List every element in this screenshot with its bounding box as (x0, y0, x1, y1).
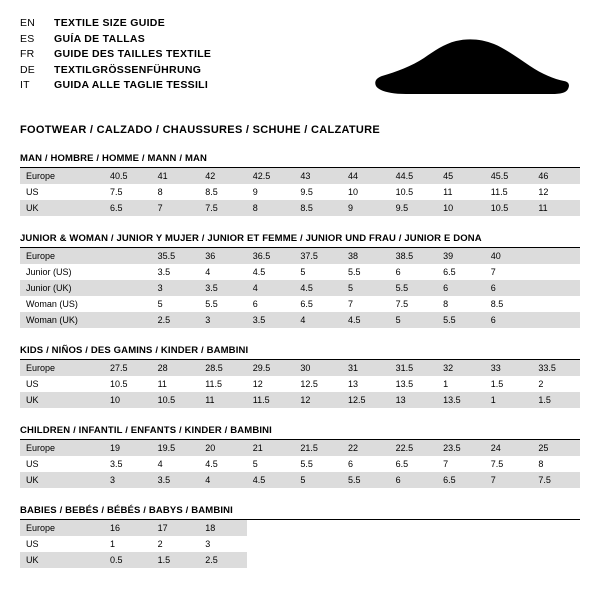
table-row (20, 472, 580, 488)
cell: 6 (390, 472, 438, 488)
cell: 33 (485, 360, 533, 376)
cell: 9.5 (300, 187, 313, 197)
cell (532, 536, 580, 552)
cell: 11.5 (490, 187, 508, 197)
language-title: TEXTILE SIZE GUIDE (54, 17, 165, 29)
cell: 6 (485, 312, 533, 328)
row-label: UK (20, 392, 104, 408)
cell: 5.5 (205, 299, 218, 309)
cell: 7.5 (199, 200, 247, 216)
cell: 20 (199, 440, 247, 456)
cell: 43 (294, 168, 342, 184)
group-title: MAN / HOMBRE / HOMME / MANN / MAN (20, 153, 580, 168)
cell: 10.5 (395, 187, 414, 197)
cell: 5.5 (347, 267, 361, 277)
cell: 35.5 (152, 248, 200, 264)
table-row (20, 248, 580, 264)
cell: 5 (300, 267, 306, 277)
cell (342, 520, 390, 536)
cell: 10.5 (110, 379, 128, 389)
row-label: Europe (20, 168, 104, 184)
table-row (20, 280, 580, 296)
cell: 3.5 (157, 267, 171, 277)
cell: 6 (395, 267, 401, 277)
cell: 7 (490, 267, 496, 277)
cell: 46 (532, 168, 580, 184)
table-row (20, 520, 580, 536)
cell: 6 (485, 280, 533, 296)
cell: 3.5 (152, 472, 200, 488)
cell: 30 (294, 360, 342, 376)
cell: 3 (152, 280, 200, 296)
cell: 6.5 (395, 459, 409, 469)
cell: 6 (252, 299, 258, 309)
row-label: US (26, 539, 39, 549)
cell: 21 (247, 440, 295, 456)
size-table (20, 360, 580, 408)
language-row (20, 78, 350, 94)
cell: 31.5 (390, 360, 438, 376)
row-label: UK (20, 200, 104, 216)
cell (390, 520, 438, 536)
footwear-section-heading: FOOTWEAR / CALZADO / CHAUSSURES / SCHUHE / CALZATURE (20, 124, 381, 136)
table-row (20, 376, 580, 392)
cell: 6.5 (437, 472, 485, 488)
cell: 12.5 (300, 379, 318, 389)
table-row (20, 168, 580, 184)
cell (437, 520, 485, 536)
cell: 5 (390, 312, 438, 328)
cell: 9.5 (390, 200, 438, 216)
cell: 10.5 (485, 200, 533, 216)
cell: 25 (532, 440, 580, 456)
cell: 7 (485, 472, 533, 488)
dress-shoe-icon (372, 36, 572, 98)
cell: 4.5 (252, 267, 266, 277)
group-title: BABIES / BEBÉS / BÉBÉS / BABYS / BAMBINI (20, 505, 580, 520)
cell: 4.5 (205, 459, 218, 469)
language-code: EN (20, 17, 35, 29)
group-junior-woman (20, 233, 580, 328)
cell: 8 (538, 459, 544, 469)
cell (104, 248, 152, 264)
cell: 40.5 (104, 168, 152, 184)
language-row (20, 47, 350, 63)
language-row (20, 63, 350, 79)
cell: 39 (437, 248, 485, 264)
size-table (20, 248, 580, 328)
cell: 38.5 (390, 248, 438, 264)
cell: 22.5 (390, 440, 438, 456)
cell: 6 (347, 459, 353, 469)
table-row (20, 200, 580, 216)
cell: 3.5 (247, 312, 295, 328)
row-label: US (26, 187, 39, 197)
cell: 18 (199, 520, 247, 536)
cell: 11 (532, 200, 580, 216)
cell: 6 (437, 280, 485, 296)
row-label: Europe (20, 360, 104, 376)
cell: 7.5 (532, 472, 580, 488)
language-title: GUÍA DE TALLAS (54, 32, 146, 45)
cell: 40 (485, 248, 533, 264)
cell (247, 536, 295, 552)
cell (532, 312, 580, 328)
cell: 8.5 (294, 200, 342, 216)
cell: 12 (252, 379, 263, 389)
cell: 41 (152, 168, 200, 184)
cell: 4.5 (342, 312, 390, 328)
group-title: JUNIOR & WOMAN / JUNIOR Y MUJER / JUNIOR ET FEMME / JUNIOR UND FRAU / JUNIOR E DONA (20, 233, 580, 248)
group-title: CHILDREN / INFANTIL / ENFANTS / KINDER / BAMBINI (20, 425, 580, 440)
cell: 7.5 (110, 187, 123, 197)
cell: 5.5 (342, 472, 390, 488)
cell: 7 (443, 459, 449, 469)
table-row (20, 296, 580, 312)
table-row (20, 184, 580, 200)
table-row (20, 392, 580, 408)
cell: 27.5 (104, 360, 152, 376)
cell (247, 552, 295, 568)
table-row (20, 264, 580, 280)
language-code: DE (20, 63, 35, 76)
language-title: TEXTILGRÖSSENFÜHRUNG (54, 63, 202, 76)
cell: 3 (104, 472, 152, 488)
language-code: ES (20, 32, 35, 45)
cell: 45.5 (485, 168, 533, 184)
cell: 33.5 (532, 360, 580, 376)
size-table (20, 520, 580, 568)
cell: 7 (152, 200, 200, 216)
cell: 12 (294, 392, 342, 408)
cell (532, 264, 580, 280)
cell: 23.5 (437, 440, 485, 456)
cell: 5.5 (300, 459, 313, 469)
row-label: US (26, 379, 39, 389)
cell: 44.5 (390, 168, 438, 184)
cell: 13 (347, 379, 358, 389)
cell (247, 520, 295, 536)
cell (390, 552, 438, 568)
cell (104, 280, 152, 296)
cell: 42.5 (247, 168, 295, 184)
cell: 4 (199, 472, 247, 488)
cell: 10 (437, 200, 485, 216)
cell: 44 (342, 168, 390, 184)
cell: 4 (205, 267, 211, 277)
cell: 16 (104, 520, 152, 536)
cell: 6.5 (104, 200, 152, 216)
cell: 10.5 (152, 392, 200, 408)
cell: 32 (437, 360, 485, 376)
cell: 28.5 (199, 360, 247, 376)
cell (342, 552, 390, 568)
row-label: Europe (20, 248, 104, 264)
cell: 8 (247, 200, 295, 216)
row-label: Woman (UK) (20, 312, 104, 328)
cell (104, 264, 152, 280)
language-row (20, 32, 350, 48)
document-header (20, 16, 580, 112)
cell (437, 552, 485, 568)
cell: 4 (157, 459, 163, 469)
cell: 8 (443, 299, 449, 309)
table-row (20, 360, 580, 376)
cell: 22 (342, 440, 390, 456)
cell: 24 (485, 440, 533, 456)
cell: 3.5 (199, 280, 247, 296)
cell: 2 (157, 539, 163, 549)
cell (485, 536, 533, 552)
cell (294, 520, 342, 536)
row-label: Woman (US) (26, 299, 78, 309)
cell: 11.5 (205, 379, 223, 389)
cell: 4 (294, 312, 342, 328)
cell: 8.5 (205, 187, 218, 197)
cell: 8 (157, 187, 163, 197)
language-code: IT (20, 79, 30, 91)
cell: 1 (443, 379, 449, 389)
cell (104, 296, 152, 312)
cell: 12.5 (342, 392, 390, 408)
cell: 13.5 (395, 379, 414, 389)
cell: 37.5 (294, 248, 342, 264)
cell: 4 (247, 280, 295, 296)
cell (532, 552, 580, 568)
cell: 7.5 (395, 299, 409, 309)
cell: 5 (294, 472, 342, 488)
cell: 36.5 (247, 248, 295, 264)
table-row (20, 536, 580, 552)
cell: 1.5 (152, 552, 200, 568)
row-label: US (26, 459, 39, 469)
cell: 10 (347, 187, 358, 197)
cell: 2.5 (152, 312, 200, 328)
cell: 42 (199, 168, 247, 184)
language-title-list (20, 16, 350, 94)
cell: 2.5 (199, 552, 247, 568)
language-title: GUIDE DES TAILLES TEXTILE (54, 48, 212, 60)
cell: 4.5 (247, 472, 295, 488)
cell (294, 552, 342, 568)
group-babies (20, 505, 580, 568)
cell: 38 (342, 248, 390, 264)
cell: 1.5 (532, 392, 580, 408)
cell: 3.5 (110, 459, 123, 469)
table-row (20, 456, 580, 472)
row-label: Europe (20, 440, 104, 456)
language-row (20, 16, 350, 32)
cell (532, 296, 580, 312)
cell: 9 (342, 200, 390, 216)
cell: 5 (342, 280, 390, 296)
cell (342, 536, 390, 552)
cell: 36 (199, 248, 247, 264)
cell: 5 (157, 299, 163, 309)
cell (532, 248, 580, 264)
cell: 13.5 (437, 392, 485, 408)
cell: 7.5 (490, 459, 504, 469)
size-table (20, 168, 580, 216)
cell: 6.5 (443, 267, 456, 277)
cell (390, 536, 438, 552)
cell: 19.5 (152, 440, 200, 456)
cell: 0.5 (104, 552, 152, 568)
cell: 5.5 (390, 280, 438, 296)
cell: 29.5 (247, 360, 295, 376)
row-label: Europe (20, 520, 104, 536)
group-children (20, 425, 580, 488)
cell: 11 (199, 392, 247, 408)
size-table (20, 440, 580, 488)
cell: 11 (443, 187, 453, 197)
cell: 8.5 (490, 299, 504, 309)
cell (485, 552, 533, 568)
cell: 6.5 (300, 299, 313, 309)
cell: 5 (252, 459, 258, 469)
cell: 3 (199, 312, 247, 328)
cell (294, 536, 342, 552)
cell (104, 312, 152, 328)
cell: 5.5 (437, 312, 485, 328)
table-row (20, 440, 580, 456)
cell: 11 (157, 379, 167, 389)
cell: 3 (205, 539, 211, 549)
cell: 4.5 (294, 280, 342, 296)
cell: 9 (252, 187, 258, 197)
cell: 31 (342, 360, 390, 376)
cell: 19 (104, 440, 152, 456)
group-man (20, 153, 580, 216)
cell: 7 (347, 299, 353, 309)
row-label: UK (20, 472, 104, 488)
cell (437, 536, 485, 552)
cell (485, 520, 533, 536)
cell (532, 520, 580, 536)
group-title: KIDS / NIÑOS / DES GAMINS / KINDER / BAMBINI (20, 345, 580, 360)
cell (532, 280, 580, 296)
row-label: Junior (UK) (20, 280, 104, 296)
cell: 17 (152, 520, 200, 536)
cell: 28 (152, 360, 200, 376)
cell: 45 (437, 168, 485, 184)
cell: 1 (485, 392, 533, 408)
cell: 1 (110, 539, 116, 549)
table-row (20, 312, 580, 328)
group-kids (20, 345, 580, 408)
cell: 12 (538, 187, 549, 197)
cell: 2 (538, 379, 544, 389)
language-code: FR (20, 48, 35, 60)
table-row (20, 552, 580, 568)
cell: 11.5 (247, 392, 295, 408)
cell: 21.5 (294, 440, 342, 456)
cell: 10 (104, 392, 152, 408)
language-title: GUIDA ALLE TAGLIE TESSILI (54, 79, 209, 91)
row-label: Junior (US) (26, 267, 72, 277)
cell: 1.5 (490, 379, 504, 389)
cell: 13 (390, 392, 438, 408)
row-label: UK (20, 552, 104, 568)
